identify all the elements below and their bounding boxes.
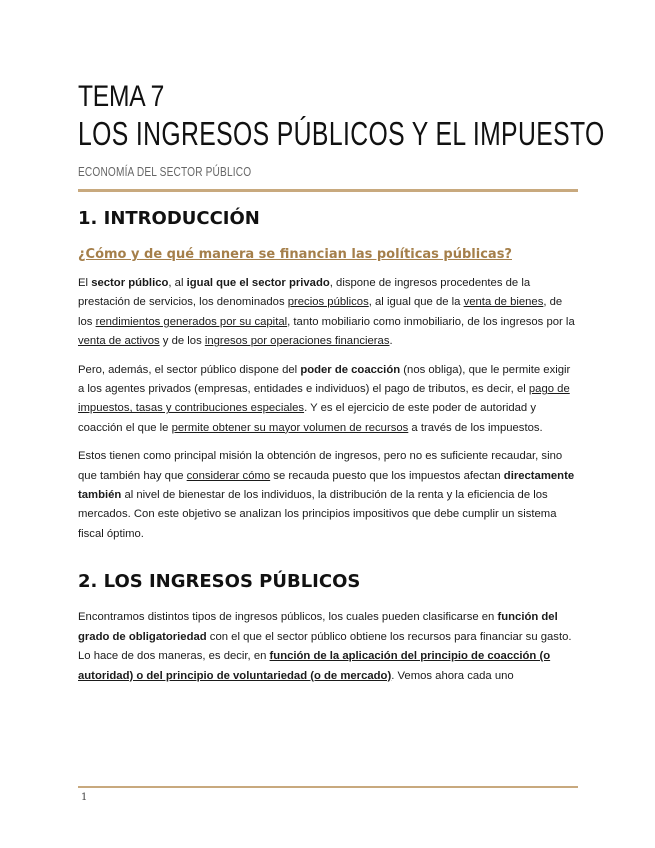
section-question: ¿Cómo y de qué manera se financian las políticas públicas? [78, 247, 512, 262]
document-subtitle: ECONOMÍA DEL SECTOR PÚBLICO [78, 164, 252, 179]
document-title: LOS INGRESOS PÚBLICOS Y EL IMPUESTO [78, 115, 605, 152]
section-heading-ingresos-publicos: 2. LOS INGRESOS PÚBLICOS [78, 571, 361, 593]
document-page [78, 80, 605, 686]
paragraph-3: Estos tienen como principal misión la obtención de ingresos, pero no es suficiente recaudar, sino que también hay que considerar cómo se recauda puesto que los impuestos afectan directamente también al nivel de bienestar de los individuos, la distribución de la renta y la eficiencia de los mercados. Con este objetivo se analizan los principios impositivos que debe cumplir un sistema fiscal óptimo. [78, 450, 575, 540]
section-heading-introduccion: 1. INTRODUCCIÓN [78, 208, 260, 229]
paragraph-2: Pero, además, el sector público dispone del poder de coacción (nos obliga), que le permite exigir a los agentes privados (empresas, entidades e individuos) el pago de tributos, es decir, el pago de impuestos, tasas y contribuciones especiales. Y es el ejercicio de este poder de autoridad y coacción el que le permite obtener su mayor volumen de recursos a través de los impuestos. [78, 363, 571, 434]
chapter-label: TEMA 7 [78, 80, 165, 113]
header-divider [78, 189, 578, 192]
page-number: 1 [81, 792, 88, 803]
footer-divider [78, 786, 578, 788]
paragraph-1: El sector público, al igual que el sector privado, dispone de ingresos procedentes de la prestación de servicios, los denominados precios públicos, al igual que de la venta de bienes, de los rendimientos generados por su capital, tanto mobiliario como inmobiliario, de los ingresos por la venta de activos y de los ingresos por operaciones financieras. [78, 277, 575, 348]
paragraph-4: Encontramos distintos tipos de ingresos públicos, los cuales pueden clasificarse en función del grado de obligatoriedad con el que el sector público obtiene los recursos para financiar su gasto. Lo hace de dos maneras, es decir, en función de la aplicación del principio de coacción (o autoridad) o del principio de voluntariedad (o de mercado). Vemos ahora cada uno [78, 611, 572, 682]
